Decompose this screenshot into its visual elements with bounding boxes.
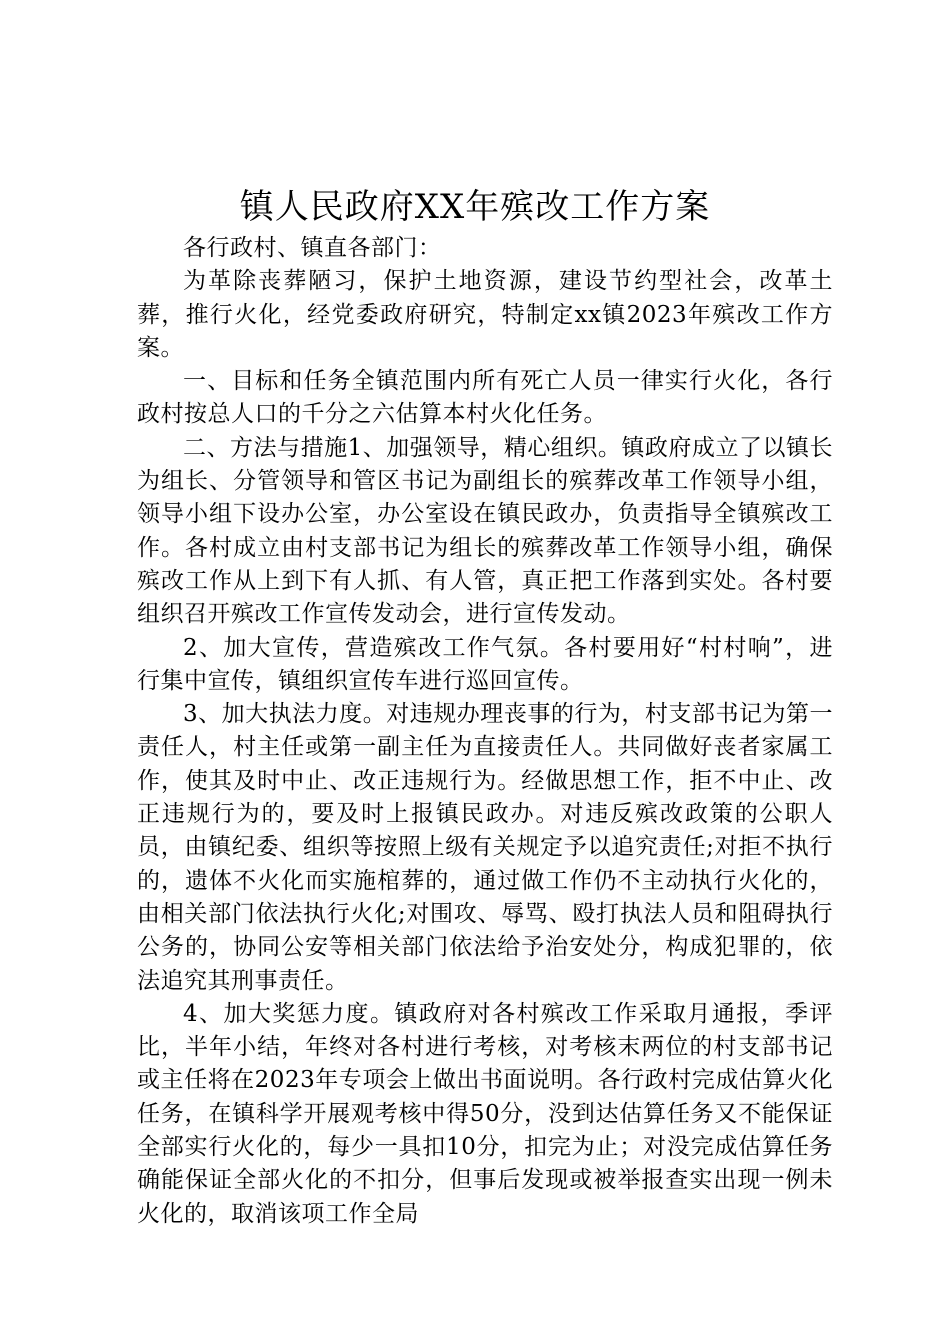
document-title: 镇人民政府XX年殡改工作方案 — [239, 187, 711, 227]
paragraph-goals: 一、目标和任务全镇范围内所有死亡人员一律实行火化，各行政村按总人口的千分之六估算本村火化任务。 — [137, 368, 833, 428]
paragraph-enforcement: 3、加大执法力度。对违规办理丧事的行为，村支部书记为第一责任人，村主任或第一副主任为直接责任人。共同做好丧者家属工作，使其及时中止、改正违规行为。经做思想工作，拒不中止、改正违规行为的，要及时上报镇民政办。对违反殡改政策的公职人员，由镇纪委、组织等按照上级有关规定予以追究责任;对拒不执行的，遗体不火化而实施棺葬的，通过做工作仍不主动执行火化的，由相关部门依法执行火化;对围攻、辱骂、殴打执法人员和阻碍执行公务的，协同公安等相关部门依法给予治安处分，构成犯罪的，依法追究其刑事责任。 — [137, 701, 833, 994]
paragraph-rewards: 4、加大奖惩力度。镇政府对各村殡改工作采取月通报，季评比，半年小结，年终对各村进行考核，对考核末两位的村支部书记或主任将在2023年专项会上做出书面说明。各行政村完成估算火化任务，在镇科学开展观考核中得50分，没到达估算任务又不能保证全部实行火化的，每少一具扣10分，扣完为止；对没完成估算任务确能保证全部火化的不扣分，但事后发现或被举报查实出现一例未火化的，取消该项工作全局 — [137, 1000, 833, 1227]
salutation: 各行政村、镇直各部门： — [183, 235, 442, 261]
paragraph-methods: 二、方法与措施1、加强领导，精心组织。镇政府成立了以镇长为组长、分管领导和管区书记为副组长的殡葬改革工作领导小组，领导小组下设办公室，办公室设在镇民政办，负责指导全镇殡改工作。各村成立由村支部书记为组长的殡葬改革工作领导小组，确保殡改工作从上到下有人抓、有人管，真正把工作落到实处。各村要组织召开殡改工作宣传发动会，进行宣传发动。 — [137, 434, 833, 628]
paragraph-intro: 为革除丧葬陋习，保护土地资源，建设节约型社会，改革土葬，推行火化，经党委政府研究，特制定xx镇2023年殡改工作方案。 — [137, 268, 833, 361]
document-body — [137, 232, 833, 1231]
paragraph-publicity: 2、加大宣传，营造殡改工作气氛。各村要用好“村村响”，进行集中宣传，镇组织宣传车进行巡回宣传。 — [137, 634, 833, 694]
